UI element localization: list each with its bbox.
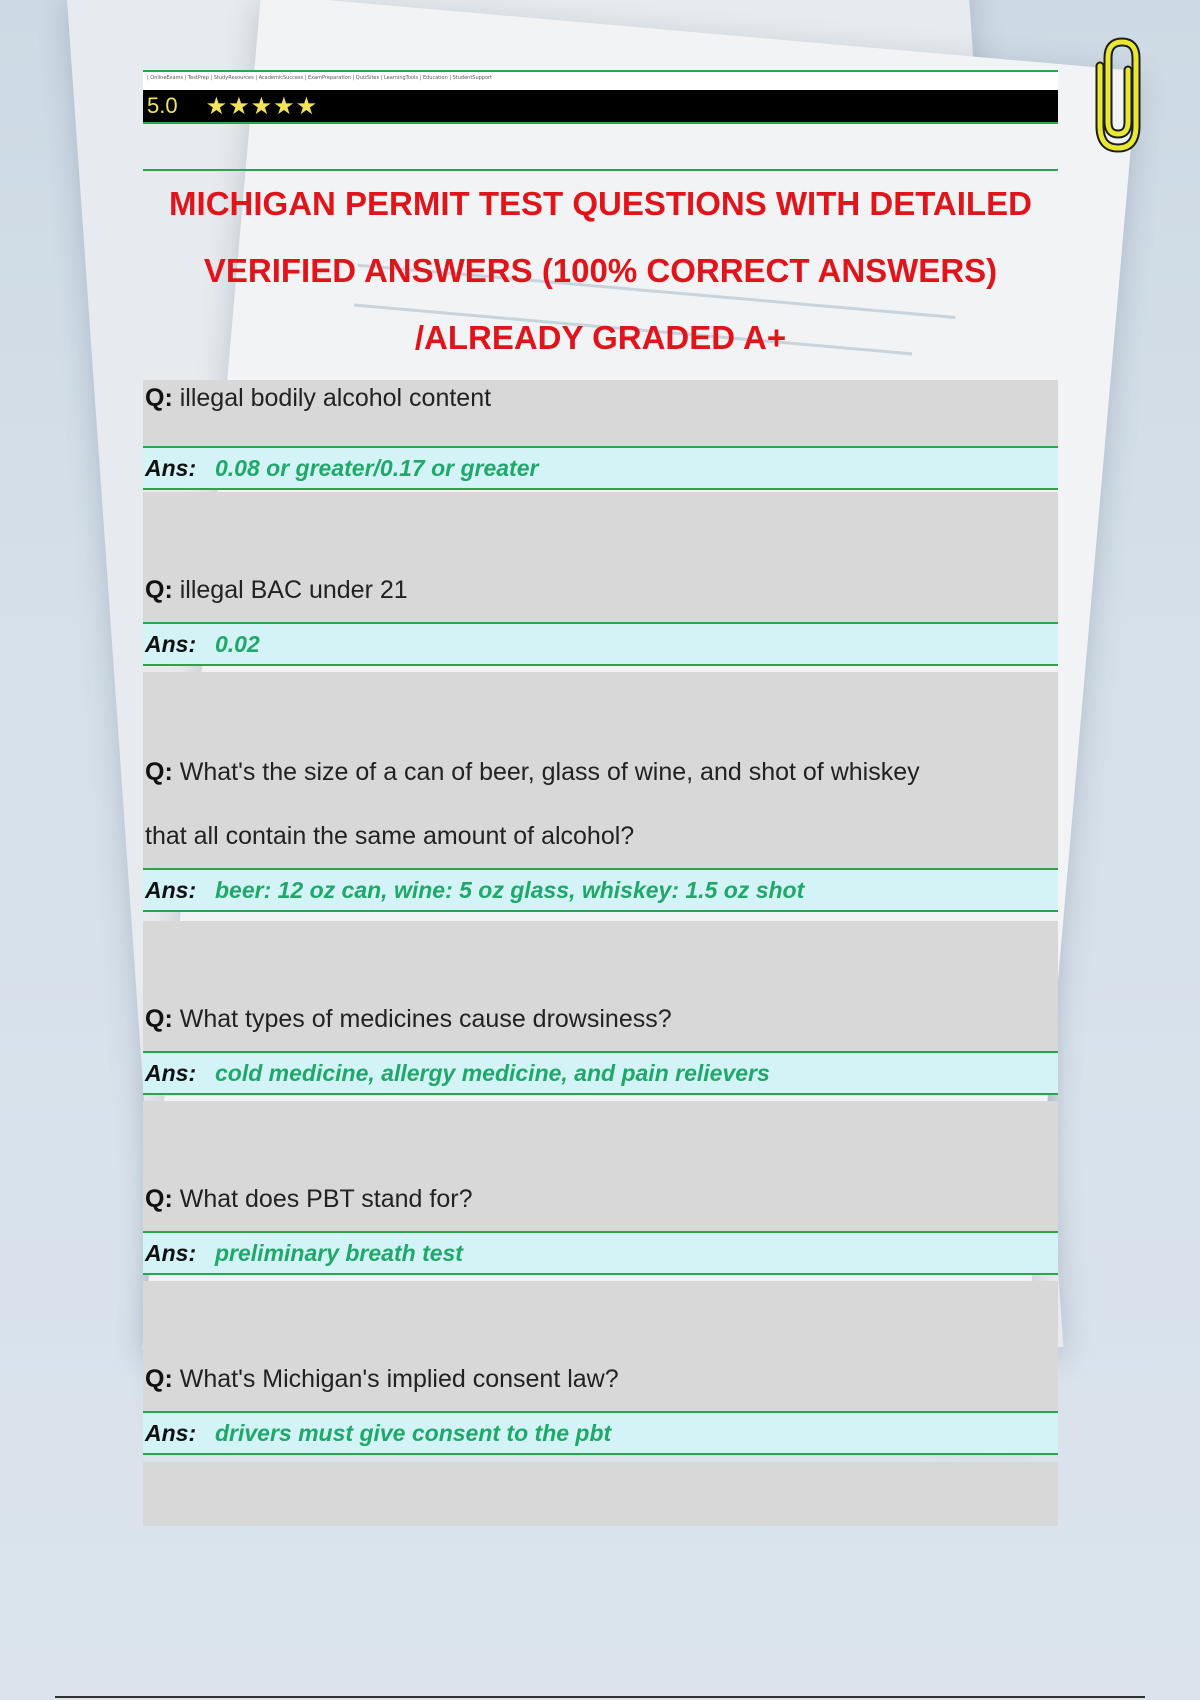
answer-text: cold medicine, allergy medicine, and pain relievers — [215, 1059, 770, 1086]
question-label: Q: — [145, 1365, 173, 1393]
question-row — [143, 921, 1058, 1051]
answer-label: Ans: — [145, 1059, 197, 1086]
question-row — [143, 492, 1058, 622]
question-label: Q: — [145, 758, 173, 786]
qa-item — [143, 921, 1058, 1095]
title-line-2: VERIFIED ANSWERS (100% CORRECT ANSWERS) — [203, 252, 998, 289]
question-line — [145, 1347, 1058, 1411]
question-text: What does PBT stand for? — [172, 1185, 473, 1213]
question-line — [145, 380, 1058, 416]
question-text: What's Michigan's implied consent law? — [172, 1365, 619, 1393]
answer-label: Ans: — [145, 1419, 197, 1446]
answer-row — [143, 1051, 1058, 1095]
answer-text: 0.02 — [215, 630, 260, 657]
title-line-3: /ALREADY GRADED A+ — [414, 319, 787, 356]
question-text: illegal BAC under 21 — [172, 576, 408, 604]
rating-bar — [143, 90, 1058, 124]
title-line-1: MICHIGAN PERMIT TEST QUESTIONS WITH DETAILED — [169, 185, 1032, 222]
question-row — [143, 672, 1058, 868]
question-text: What's the size of a can of beer, glass of wine, and shot of whiskey — [172, 758, 920, 786]
rating-value: 5.0 — [147, 93, 178, 118]
question-text: What types of medicines cause drowsiness? — [172, 1005, 672, 1033]
answer-row — [143, 622, 1058, 666]
answer-text: drivers must give consent to the pbt — [215, 1419, 612, 1446]
question-line — [145, 1167, 1058, 1231]
paperclip-icon — [1086, 36, 1146, 156]
answer-label: Ans: — [145, 876, 197, 903]
qa-item — [143, 1281, 1058, 1455]
question-line — [145, 558, 1058, 622]
star-rating-icon: ★★★★★ — [205, 92, 319, 120]
document-title — [143, 170, 1058, 371]
answer-row — [143, 1411, 1058, 1455]
qa-item — [143, 492, 1058, 666]
question-label: Q: — [145, 576, 173, 604]
question-row — [143, 380, 1058, 446]
question-label: Q: — [145, 1005, 173, 1033]
answer-label: Ans: — [145, 630, 197, 657]
qa-list-footer-block — [143, 1462, 1058, 1526]
question-line — [145, 987, 1058, 1051]
answer-text: beer: 12 oz can, wine: 5 oz glass, whiskey: 1.5 oz shot — [215, 876, 805, 903]
question-label: Q: — [145, 1185, 173, 1213]
answer-row — [143, 868, 1058, 912]
answer-label: Ans: — [145, 454, 197, 481]
qa-item — [143, 380, 1058, 490]
question-text: illegal bodily alcohol content — [172, 384, 492, 412]
question-text: that all contain the same amount of alcohol? — [145, 822, 635, 850]
qa-item — [143, 1101, 1058, 1275]
question-line — [145, 804, 1058, 868]
question-row — [143, 1101, 1058, 1231]
answer-row — [143, 446, 1058, 490]
answer-text: 0.08 or greater/0.17 or greater — [215, 454, 539, 481]
answer-text: preliminary breath test — [215, 1239, 463, 1266]
question-line — [145, 740, 1058, 804]
question-label: Q: — [145, 384, 173, 412]
header-tags-strip: | OnlineExams | TestPrep | StudyResources | AcademicSuccess | ExamPreparation | QuizSites | LearningTools | Education | StudentSupport — [143, 70, 1058, 90]
page-footer-divider — [55, 1696, 1145, 1698]
answer-row — [143, 1231, 1058, 1275]
question-row — [143, 1281, 1058, 1411]
qa-item — [143, 672, 1058, 912]
answer-label: Ans: — [145, 1239, 197, 1266]
